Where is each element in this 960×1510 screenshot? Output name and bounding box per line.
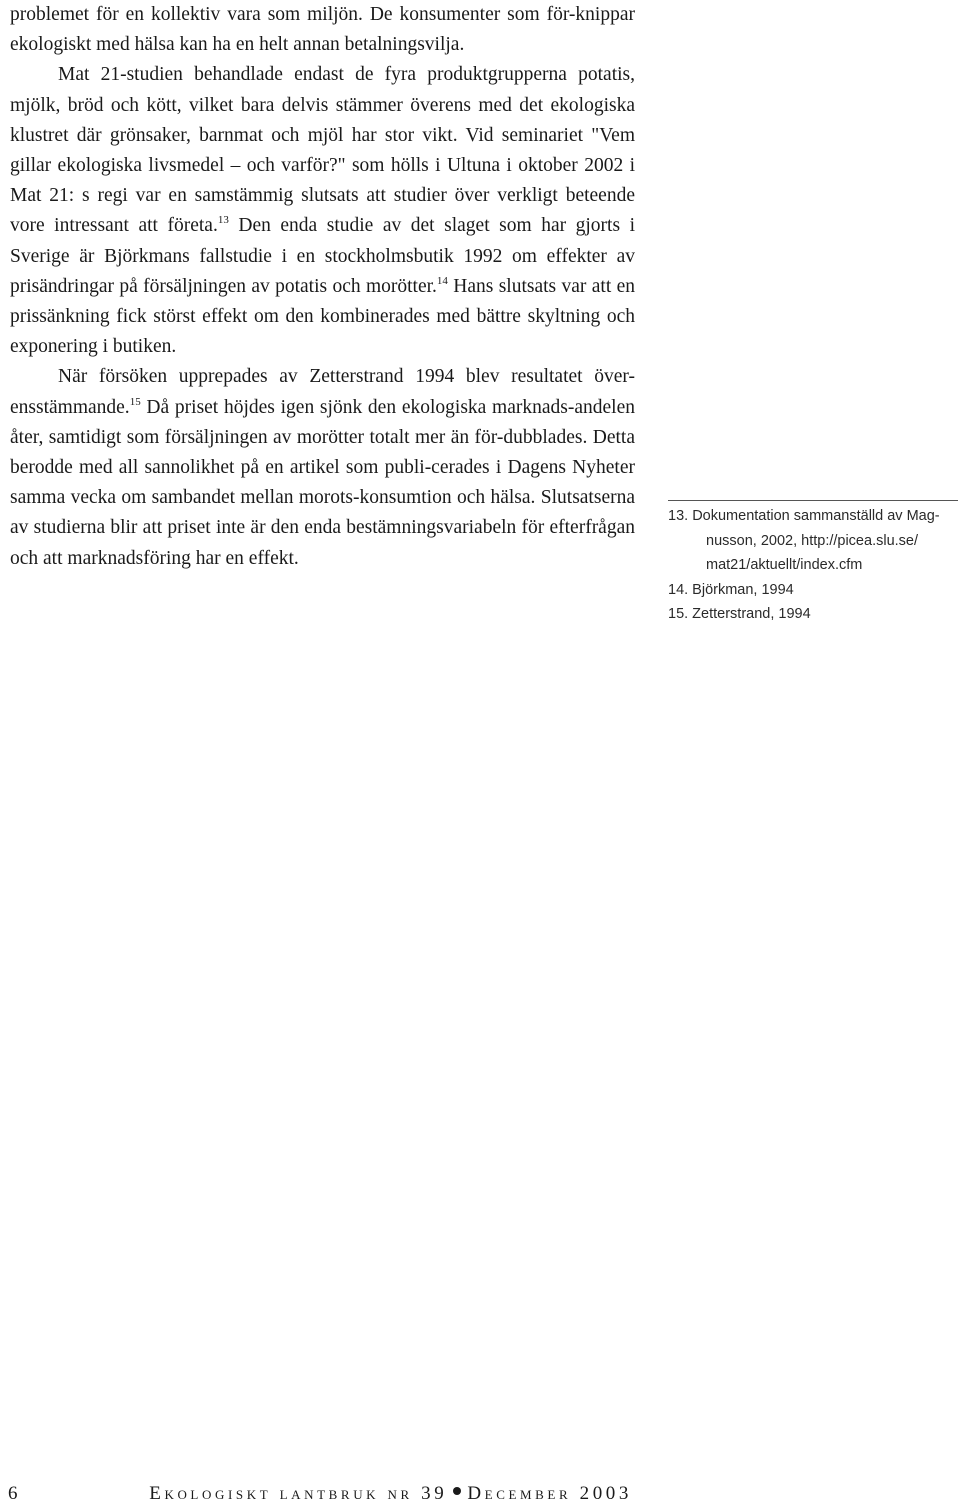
- footnote-ref-13[interactable]: 13: [217, 214, 229, 227]
- main-body-text: [10, 0, 635, 574]
- paragraph-3-text-b: Då priset höjdes igen sjönk den ekologiska marknads-andelen åter, samtidigt som försäljningen av morötter totalt mer än för-dubblades. Detta berodde med all sannolikhet på en artikel som publi-cerades i Dagens Nyheter samma vecka om sambandet mellan morots-konsumtion och hälsa. Slutsatserna av studierna blir att priset inte är den enda bestämningsvariabeln för efterfrågan och att marknadsföring har en effekt.: [10, 396, 635, 569]
- footnote-13-text-c[interactable]: mat21/aktuellt/index.cfm: [706, 557, 863, 573]
- footnote-13-text-a: Dokumentation sammanställd av Mag-: [692, 508, 940, 524]
- footnote-13: [668, 504, 958, 578]
- footer-date: December 2003: [467, 1483, 632, 1504]
- footnote-15: 15. Zetterstrand, 1994: [668, 606, 811, 622]
- paragraph-2-text-b: Den enda studie av det slaget som har gjorts i Sverige är Björkmans fallstudie i en stockholmsbutik 1992 om effekter av prisändringar på försäljningen av potatis och morötter.: [10, 215, 635, 297]
- paragraph-3-text-a: När försöken upprepades av Zetterstrand 1994 blev resultatet över-ensstämmande.: [10, 366, 635, 418]
- footnote-13-text-b: nusson, 2002, http://picea.slu.se/: [706, 532, 918, 549]
- footnote-divider: [668, 500, 958, 501]
- footnote-14: 14. Björkman, 1994: [668, 581, 794, 598]
- footnote-ref-14[interactable]: 14: [436, 274, 448, 287]
- running-footer-title: [149, 1480, 632, 1508]
- footer-publication: Ekologiskt lantbruk nr 39: [149, 1483, 448, 1504]
- page-footer: [0, 1480, 960, 1510]
- paragraph-1-text: problemet för en kollektiv vara som miljön. De konsumenter som för-knippar ekologiskt med hälsa kan ha en helt annan betalningsvilja.: [10, 4, 635, 56]
- footnotes-sidebar: [668, 500, 958, 627]
- footnote-13-number: 13.: [668, 508, 689, 524]
- footnote-ref-15[interactable]: 15: [129, 395, 141, 408]
- paragraph-2-text-c: Hans slutsats var att en prissänkning fick störst effekt om den kombinerades med bättre skyltning och exponering i butiken.: [10, 275, 636, 358]
- paragraph-2: [10, 60, 635, 362]
- paragraph-1: [10, 0, 635, 60]
- bullet-separator-icon: [453, 1487, 461, 1495]
- paragraph-2-text-a: Mat 21-studien behandlade endast de fyra produktgrupperna potatis, mjölk, bröd och kött, vilket bara delvis stämmer överens med det ekologiska klustret där grönsaker, barnmat och mjöl har stor vikt. Vid seminariet "Vem gillar ekologiska livsmedel – och varför?" som hölls i Ultuna i oktober 2002 i Mat 21: s regi var en samstämmig slutsats att studier över verkligt beteende vore intressant att företa.: [10, 64, 635, 237]
- paragraph-3: [10, 362, 635, 573]
- page-number: 6: [8, 1483, 18, 1504]
